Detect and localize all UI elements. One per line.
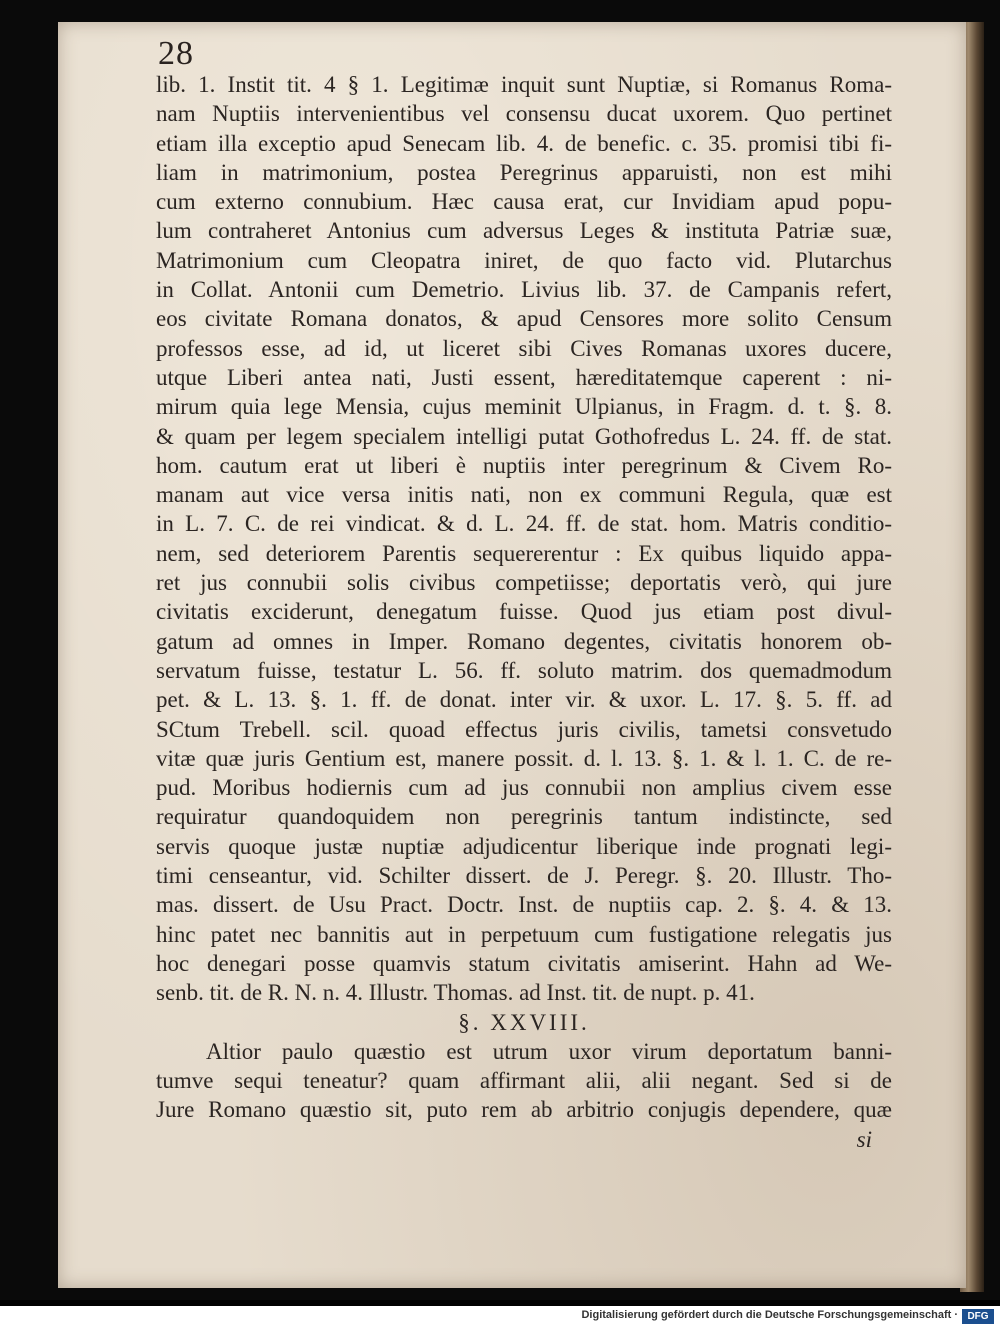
text-line: hinc patet nec bannitis aut in perpetuum cum fustigatione relegatis jus	[156, 921, 892, 947]
dfg-logo-icon: DFG	[962, 1309, 994, 1324]
funding-notice: Digitalisierung gefördert durch die Deutsche Forschungsgemeinschaft ·	[581, 1309, 958, 1321]
text-line: Jure Romano quæstio sit, puto rem ab arbitrio conjugis dependere, quæ	[156, 1097, 892, 1123]
page-number: 28	[158, 35, 194, 72]
text-line: servatum fuisse, testatur L. 56. ff. soluto matrim. dos quemadmodum	[156, 657, 892, 683]
text-line: senb. tit. de R. N. n. 4. Illustr. Thomas. ad Inst. tit. de nupt. p. 41.	[156, 980, 755, 1006]
text-line: cum externo connubium. Hæc causa erat, cur Invidiam apud popu-	[156, 189, 892, 215]
text-line: hom. cautum erat ut liberi è nuptiis inter peregrinum & Civem Ro-	[156, 452, 892, 478]
text-line: Matrimonium cum Cleopatra iniret, de quo facto vid. Plutarchus	[156, 247, 892, 273]
text-line: Altior paulo quæstio est utrum uxor virum deportatum banni-	[206, 1038, 892, 1064]
text-line: lum contraheret Antonius cum adversus Leges & instituta Patriæ suæ,	[156, 218, 892, 244]
text-line: mas. dissert. de Usu Pract. Doctr. Inst. de nuptiis cap. 2. §. 4. & 13.	[156, 892, 892, 918]
text-line: eos civitate Romana donatos, & apud Censores more solito Censum	[156, 306, 892, 332]
text-line: nem, sed deteriorem Parentis sequererentur : Ex quibus liquido appa-	[156, 540, 892, 566]
text-line: professos esse, ad id, ut liceret sibi Cives Romanas uxores ducere,	[156, 335, 892, 361]
text-line: utque Liberi antea nati, Justi essent, hæreditatemque caperent : ni-	[156, 364, 892, 390]
text-line: nam Nuptiis intervenientibus vel consensu ducat uxorem. Quo pertinet	[156, 101, 892, 127]
text-line: ret jus connubii solis civibus competiisse; deportatis verò, qui jure	[156, 570, 892, 596]
text-line: etiam illa exceptio apud Senecam lib. 4. de benefic. c. 35. promisi tibi fi-	[156, 130, 892, 156]
text-line: in Collat. Antonii cum Demetrio. Livius lib. 37. de Campanis refert,	[156, 277, 892, 303]
body-text	[156, 70, 892, 1154]
text-line: liam in matrimonium, postea Peregrinus apparuisti, non est mihi	[156, 159, 892, 185]
text-line: SCtum Trebell. scil. quoad effectus juris civilis, tametsi consvetudo	[156, 716, 892, 742]
text-line: in L. 7. C. de rei vindicat. & d. L. 24. ff. de stat. hom. Matris conditio-	[156, 511, 892, 537]
footer-bar	[0, 1306, 1000, 1328]
text-line: gatum ad omnes in Imper. Romano degentes, civitatis honorem ob-	[156, 628, 892, 654]
text-line: pet. & L. 13. §. 1. ff. de donat. inter vir. & uxor. L. 17. §. 5. ff. ad	[156, 687, 892, 713]
text-line: civitatis exciderunt, denegatum fuisse. Quod jus etiam post divul-	[156, 599, 892, 625]
text-line: pud. Moribus hodiernis cum ad jus connubii non amplius civem esse	[156, 775, 892, 801]
text-line: lib. 1. Instit tit. 4 § 1. Legitimæ inquit sunt Nuptiæ, si Romanus Roma-	[156, 72, 892, 97]
text-line: manam aut vice versa initis nati, non ex communi Regula, quæ est	[156, 482, 892, 508]
text-line: servis quoque justæ nuptiæ adjudicentur liberique inde prognati legi-	[156, 833, 892, 859]
text-line: timi censeantur, vid. Schilter dissert. de J. Peregr. §. 20. Illustr. Tho-	[156, 863, 892, 889]
text-line: vitæ quæ juris Gentium est, manere possit. d. l. 13. §. 1. & l. 1. C. de re-	[156, 745, 892, 771]
text-line: tumve sequi teneatur? quam affirmant alii, alii negant. Sed si de	[156, 1068, 892, 1094]
catchword: si	[856, 1126, 872, 1152]
text-line: hoc denegari posse quamvis statum civitatis amiserint. Hahn ad We-	[156, 950, 892, 976]
text-line: & quam per legem specialem intelligi putat Gothofredus L. 24. ff. de stat.	[156, 423, 892, 449]
text-line: mirum quia lege Mensia, cujus meminit Ulpianus, in Fragm. d. t. §. 8.	[156, 394, 892, 420]
section-heading: §. XXVIII.	[458, 1009, 590, 1035]
text-line: requiratur quandoquidem non peregrinis tantum indistincte, sed	[156, 804, 892, 830]
